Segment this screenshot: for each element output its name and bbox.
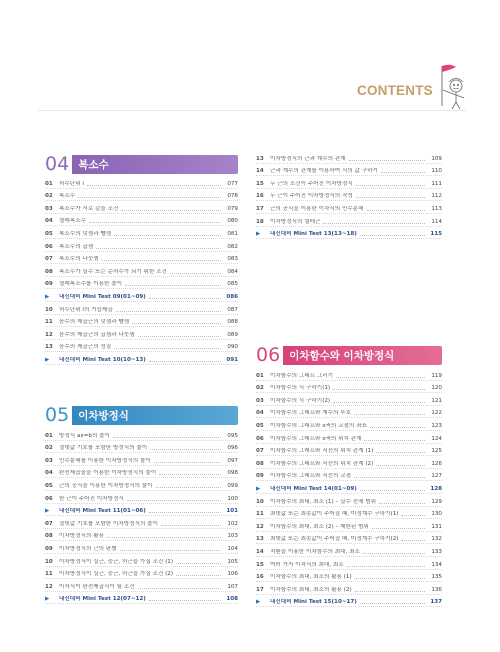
entry-title: 허수단위 i bbox=[59, 180, 84, 187]
entry-title: 켤레복소수 bbox=[59, 218, 87, 225]
dot-leader bbox=[125, 285, 221, 286]
arrow-icon: ▶ bbox=[256, 485, 261, 492]
entry-number: 06 bbox=[45, 243, 53, 250]
section-title: 복소수 bbox=[72, 155, 238, 174]
dot-leader bbox=[401, 515, 425, 516]
entry-title: 방정식 ax=b의 풀이 bbox=[59, 432, 110, 439]
entry-title: 이차함수의 식 구하기(1) bbox=[270, 385, 331, 392]
entry-page-number: 128 bbox=[430, 485, 442, 492]
dot-leader bbox=[170, 273, 221, 274]
entry-number: 08 bbox=[45, 533, 53, 540]
entry-number: 14 bbox=[256, 168, 264, 175]
entry-number: 12 bbox=[256, 523, 264, 530]
toc-list-section-04 bbox=[45, 176, 238, 365]
dot-leader bbox=[370, 427, 425, 428]
entry-title: 한 근이 주어진 이차방정식 bbox=[59, 495, 124, 502]
entry-title: 이차함수의 그래프와 직선의 교점 bbox=[270, 473, 351, 480]
toc-entry bbox=[45, 579, 238, 592]
entry-title: 완전제곱꼴을 이용한 이차방정식의 풀이 bbox=[59, 470, 157, 477]
entry-number: 07 bbox=[256, 448, 264, 455]
dot-leader bbox=[401, 540, 425, 541]
dot-leader bbox=[154, 462, 221, 463]
toc-entry bbox=[45, 252, 238, 265]
dot-leader bbox=[323, 223, 425, 224]
entry-title: 내신대비 Mini Test 14(01~09) bbox=[270, 485, 357, 492]
entry-page-number: 111 bbox=[431, 180, 442, 187]
toc-entry bbox=[256, 544, 442, 557]
entry-page-number: 124 bbox=[431, 435, 442, 442]
entry-number: 11 bbox=[45, 319, 53, 326]
entry-title: 내신대비 Mini Test 15(10~17) bbox=[270, 599, 357, 606]
entry-number: 11 bbox=[256, 511, 264, 518]
dot-leader bbox=[102, 260, 221, 261]
entry-number: 12 bbox=[45, 583, 53, 590]
entry-page-number: 110 bbox=[431, 168, 442, 175]
entry-page-number: 099 bbox=[227, 482, 238, 489]
entry-page-number: 106 bbox=[227, 571, 238, 578]
entry-title: 이차함수의 그래프 그리기 bbox=[270, 372, 333, 379]
dot-leader bbox=[355, 578, 425, 579]
arrow-icon: ▶ bbox=[45, 596, 50, 603]
entry-page-number: 123 bbox=[431, 422, 442, 429]
entry-number: 03 bbox=[45, 205, 53, 212]
dot-leader bbox=[376, 465, 425, 466]
toc-entry bbox=[45, 453, 238, 466]
entry-number: 08 bbox=[256, 460, 264, 467]
entry-number: 01 bbox=[45, 180, 53, 187]
entry-page-number: 090 bbox=[227, 344, 238, 351]
toc-entry bbox=[45, 201, 238, 214]
dot-leader bbox=[356, 197, 425, 198]
entry-title: 음수의 제곱근의 곱셈과 나눗셈 bbox=[59, 331, 135, 338]
entry-page-number: 125 bbox=[431, 448, 442, 455]
entry-page-number: 112 bbox=[431, 193, 442, 200]
entry-page-number: 113 bbox=[431, 205, 442, 212]
dot-leader bbox=[364, 440, 425, 441]
entry-title: 복소수가 서로 같을 조건 bbox=[59, 205, 119, 212]
dot-leader bbox=[356, 185, 425, 186]
entry-number: 10 bbox=[45, 306, 53, 313]
entry-page-number: 132 bbox=[431, 536, 442, 543]
entry-title: 이차식이 완전제곱식이 될 조건 bbox=[59, 583, 135, 590]
dot-leader bbox=[333, 402, 425, 403]
toc-entry bbox=[256, 393, 442, 406]
entry-page-number: 127 bbox=[431, 473, 442, 480]
entry-page-number: 089 bbox=[227, 331, 238, 338]
entry-title: 음수의 제곱근의 성질 bbox=[59, 344, 112, 351]
entry-page-number: 109 bbox=[431, 155, 442, 162]
dot-leader bbox=[176, 563, 221, 564]
toc-entry bbox=[256, 164, 442, 177]
entry-number: 18 bbox=[256, 218, 264, 225]
entry-number: 13 bbox=[256, 155, 264, 162]
entry-title: 절댓값 기호를 포함한 이차방정식의 풀이 bbox=[59, 520, 158, 527]
entry-number: 16 bbox=[256, 193, 264, 200]
dot-leader bbox=[149, 512, 221, 513]
entry-number: 17 bbox=[256, 205, 264, 212]
dot-leader bbox=[360, 235, 425, 236]
dot-leader bbox=[376, 452, 425, 453]
entry-number: 14 bbox=[256, 548, 264, 555]
entry-title: 근과 계수의 관계를 이용하여 식의 값 구하기 bbox=[270, 168, 378, 175]
toc-list-section-05 bbox=[45, 428, 238, 604]
entry-number: 16 bbox=[256, 574, 264, 581]
dot-leader bbox=[121, 210, 221, 211]
entry-title: 내신대비 Mini Test 09(01~09) bbox=[59, 293, 146, 300]
dot-leader bbox=[176, 575, 221, 576]
entry-number: 03 bbox=[256, 397, 264, 404]
section-header-04 bbox=[45, 155, 238, 174]
entry-title: 이차방정식의 근의 판별 bbox=[59, 545, 117, 552]
toc-entry bbox=[45, 466, 238, 479]
dot-leader bbox=[354, 414, 425, 415]
page-title: CONTENTS bbox=[357, 83, 433, 98]
entry-number: 09 bbox=[45, 545, 53, 552]
entry-number: 05 bbox=[256, 422, 264, 429]
entry-number: 15 bbox=[256, 180, 264, 187]
entry-page-number: 119 bbox=[431, 372, 442, 379]
mini-test-entry bbox=[45, 592, 238, 605]
entry-number: 03 bbox=[45, 457, 53, 464]
entry-page-number: 101 bbox=[226, 508, 238, 515]
entry-page-number: 079 bbox=[227, 205, 238, 212]
entry-title: 치환을 이용한 이차함수의 최대, 최소 bbox=[270, 548, 360, 555]
entry-number: 01 bbox=[256, 372, 264, 379]
dot-leader bbox=[381, 172, 425, 173]
entry-page-number: 137 bbox=[430, 599, 442, 606]
toc-entry bbox=[256, 418, 442, 431]
entry-number: 13 bbox=[256, 536, 264, 543]
entry-title: 내신대비 Mini Test 12(07~12) bbox=[59, 596, 146, 603]
dot-leader bbox=[354, 477, 425, 478]
toc-entry bbox=[45, 327, 238, 340]
entry-title: 이차함수의 그래프와 직선의 위치 관계 (2) bbox=[270, 460, 374, 467]
entry-title: 최댓값 또는 최솟값이 주어질 때, 미정계수 구하기(2) bbox=[270, 536, 399, 543]
entry-page-number: 078 bbox=[227, 193, 238, 200]
dot-leader bbox=[379, 503, 425, 504]
arrow-icon: ▶ bbox=[45, 356, 50, 363]
dot-leader bbox=[114, 235, 221, 236]
entry-page-number: 087 bbox=[227, 306, 238, 313]
entry-title: 내신대비 Mini Test 13(13~18) bbox=[270, 231, 357, 238]
toc-entry bbox=[256, 456, 442, 469]
entry-page-number: 098 bbox=[227, 470, 238, 477]
entry-number: 13 bbox=[45, 344, 53, 351]
dot-leader bbox=[127, 500, 221, 501]
dot-leader bbox=[360, 490, 425, 491]
entry-number: 04 bbox=[256, 410, 264, 417]
entry-title: 켤레복소수를 이용한 풀이 bbox=[59, 281, 122, 288]
toc-entry bbox=[45, 441, 238, 454]
mini-test-entry bbox=[256, 227, 442, 240]
entry-number: 02 bbox=[256, 385, 264, 392]
toc-entry bbox=[256, 519, 442, 532]
entry-page-number: 130 bbox=[431, 511, 442, 518]
section-number: 04 bbox=[45, 153, 70, 175]
entry-title: 이차방정식의 활용 bbox=[59, 533, 105, 540]
entry-title: 이차함수의 최대, 최소의 활용 (2) bbox=[270, 586, 352, 593]
section-header-05 bbox=[45, 406, 238, 425]
entry-number: 15 bbox=[256, 561, 264, 568]
entry-page-number: 105 bbox=[227, 558, 238, 565]
dot-leader bbox=[367, 210, 425, 211]
entry-page-number: 135 bbox=[431, 574, 442, 581]
entry-title: 여러 가지 이차식의 최대, 최소 bbox=[270, 561, 344, 568]
toc-entry bbox=[45, 315, 238, 328]
toc-entry bbox=[256, 444, 442, 457]
entry-page-number: 136 bbox=[431, 586, 442, 593]
entry-page-number: 095 bbox=[227, 432, 238, 439]
section-number: 05 bbox=[45, 404, 70, 426]
toc-entry bbox=[256, 570, 442, 583]
dot-leader bbox=[149, 361, 221, 362]
entry-page-number: 080 bbox=[227, 218, 238, 225]
section-header-06 bbox=[256, 346, 442, 365]
entry-number: 10 bbox=[45, 558, 53, 565]
dot-leader bbox=[114, 348, 221, 349]
mini-test-entry bbox=[256, 595, 442, 608]
entry-title: 복소수 bbox=[59, 193, 76, 200]
entry-title: 이차함수의 그래프와 x축의 교점의 좌표 bbox=[270, 422, 367, 429]
toc-entry bbox=[256, 406, 442, 419]
entry-title: 이차함수의 최대, 최소 (2) – 제한된 범위 bbox=[270, 523, 369, 530]
toc-entry bbox=[45, 189, 238, 202]
dot-leader bbox=[349, 160, 425, 161]
entry-number: 09 bbox=[45, 281, 53, 288]
dot-leader bbox=[120, 550, 221, 551]
header-divider bbox=[38, 110, 466, 111]
arrow-icon: ▶ bbox=[256, 599, 261, 606]
entry-number: 10 bbox=[256, 498, 264, 505]
section-number: 06 bbox=[256, 344, 281, 366]
entry-title: 복소수의 덧셈과 뺄셈 bbox=[59, 230, 112, 237]
entry-page-number: 096 bbox=[227, 445, 238, 452]
entry-title: 근의 공식을 이용한 이차방정식의 풀이 bbox=[59, 482, 153, 489]
entry-number: 09 bbox=[256, 473, 264, 480]
entry-number: 04 bbox=[45, 218, 53, 225]
toc-entry bbox=[256, 582, 442, 595]
entry-page-number: 100 bbox=[227, 495, 238, 502]
mini-test-entry bbox=[45, 504, 238, 517]
entry-page-number: 107 bbox=[227, 583, 238, 590]
entry-title: 근의 공식을 이용한 이차식의 인수분해 bbox=[270, 205, 364, 212]
entry-title: 이차함수의 그래프와 직선의 위치 관계 (1) bbox=[270, 448, 374, 455]
toc-entry bbox=[45, 541, 238, 554]
entry-title: 복소수가 실수 또는 순허수가 되기 위한 조건 bbox=[59, 268, 167, 275]
entry-title: 이차함수의 최대, 최소의 활용 (1) bbox=[270, 574, 352, 581]
toc-entry bbox=[45, 264, 238, 277]
flag-mascot-icon bbox=[434, 60, 472, 110]
toc-entry bbox=[256, 368, 442, 381]
entry-page-number: 086 bbox=[226, 293, 238, 300]
entry-title: 이차방정식이 실근, 중근, 허근을 가질 조건 (1) bbox=[59, 558, 174, 565]
dot-leader bbox=[360, 603, 425, 604]
mini-test-entry bbox=[45, 352, 238, 365]
dot-leader bbox=[87, 185, 221, 186]
dot-leader bbox=[347, 566, 425, 567]
dot-leader bbox=[107, 537, 221, 538]
entry-number: 06 bbox=[256, 435, 264, 442]
toc-entry bbox=[256, 189, 442, 202]
entry-number: 05 bbox=[45, 482, 53, 489]
toc-entry bbox=[45, 554, 238, 567]
entry-number: 02 bbox=[45, 193, 53, 200]
entry-page-number: 081 bbox=[227, 230, 238, 237]
entry-title: 이차방정식의 근과 계수의 관계 bbox=[270, 155, 346, 162]
arrow-icon: ▶ bbox=[256, 231, 261, 238]
toc-list-section-06 bbox=[256, 368, 442, 607]
dot-leader bbox=[138, 588, 221, 589]
entry-number: 17 bbox=[256, 586, 264, 593]
toc-entry bbox=[45, 226, 238, 239]
toc-entry bbox=[45, 529, 238, 542]
dot-leader bbox=[336, 377, 425, 378]
toc-entry bbox=[256, 507, 442, 520]
entry-page-number: 082 bbox=[227, 243, 238, 250]
entry-title: 내신대비 Mini Test 11(01~06) bbox=[59, 508, 146, 515]
toc-entry bbox=[45, 277, 238, 290]
entry-title: 음수의 제곱근의 덧셈과 뺄셈 bbox=[59, 319, 130, 326]
toc-list-section-05-continued bbox=[256, 151, 442, 239]
entry-page-number: 097 bbox=[227, 457, 238, 464]
entry-page-number: 104 bbox=[227, 545, 238, 552]
entry-title: 인수분해를 이용한 이차방정식의 풀이 bbox=[59, 457, 151, 464]
entry-page-number: 108 bbox=[226, 596, 238, 603]
dot-leader bbox=[355, 591, 425, 592]
entry-page-number: 129 bbox=[431, 498, 442, 505]
dot-leader bbox=[156, 487, 221, 488]
toc-entry bbox=[45, 340, 238, 353]
entry-page-number: 102 bbox=[227, 520, 238, 527]
entry-title: 이차함수의 식 구하기(2) bbox=[270, 397, 331, 404]
entry-page-number: 077 bbox=[227, 180, 238, 187]
dot-leader bbox=[96, 248, 221, 249]
entry-title: 복소수의 나눗셈 bbox=[59, 256, 99, 263]
entry-page-number: 134 bbox=[431, 561, 442, 568]
toc-entry bbox=[256, 557, 442, 570]
entry-number: 04 bbox=[45, 470, 53, 477]
entry-number: 02 bbox=[45, 445, 53, 452]
dot-leader bbox=[363, 553, 425, 554]
entry-page-number: 131 bbox=[431, 523, 442, 530]
toc-entry bbox=[45, 567, 238, 580]
entry-number: 07 bbox=[45, 256, 53, 263]
entry-page-number: 126 bbox=[431, 460, 442, 467]
arrow-icon: ▶ bbox=[45, 508, 50, 515]
dot-leader bbox=[372, 528, 425, 529]
toc-entry bbox=[45, 239, 238, 252]
entry-page-number: 115 bbox=[430, 231, 442, 238]
toc-entry bbox=[256, 201, 442, 214]
entry-page-number: 133 bbox=[431, 548, 442, 555]
toc-entry bbox=[45, 428, 238, 441]
toc-entry bbox=[256, 494, 442, 507]
entry-number: 01 bbox=[45, 432, 53, 439]
dot-leader bbox=[116, 311, 221, 312]
entry-page-number: 122 bbox=[431, 410, 442, 417]
entry-number: 11 bbox=[45, 571, 53, 578]
entry-number: 12 bbox=[45, 331, 53, 338]
mini-test-entry bbox=[256, 481, 442, 494]
dot-leader bbox=[150, 449, 221, 450]
toc-entry bbox=[45, 214, 238, 227]
entry-page-number: 085 bbox=[227, 281, 238, 288]
toc-entry bbox=[256, 469, 442, 482]
toc-entry bbox=[45, 491, 238, 504]
toc-entry bbox=[256, 381, 442, 394]
entry-number: 08 bbox=[45, 268, 53, 275]
entry-title: 두 근이 주어진 이차방정식의 작성 bbox=[270, 193, 353, 200]
entry-title: 복소수의 곱셈 bbox=[59, 243, 94, 250]
arrow-icon: ▶ bbox=[45, 293, 50, 300]
toc-entry bbox=[256, 214, 442, 227]
entry-title: 이차함수의 그래프와 x축의 위치 관계 bbox=[270, 435, 362, 442]
dot-leader bbox=[89, 222, 221, 223]
entry-title: 절댓값 기호를 포함한 방정식의 풀이 bbox=[59, 445, 148, 452]
toc-entry bbox=[45, 302, 238, 315]
entry-number: 07 bbox=[45, 520, 53, 527]
dot-leader bbox=[78, 197, 221, 198]
dot-leader bbox=[149, 600, 221, 601]
toc-entry bbox=[256, 532, 442, 545]
entry-title: 이차방정식의 켤레근 bbox=[270, 218, 321, 225]
entry-page-number: 091 bbox=[226, 356, 238, 363]
entry-number: 05 bbox=[45, 230, 53, 237]
section-title: 이차방정식 bbox=[72, 406, 238, 425]
entry-page-number: 088 bbox=[227, 319, 238, 326]
dot-leader bbox=[333, 389, 425, 390]
toc-entry bbox=[45, 516, 238, 529]
toc-entry bbox=[256, 431, 442, 444]
entry-title: 허수단위 i의 거듭제곱 bbox=[59, 306, 113, 313]
dot-leader bbox=[132, 323, 221, 324]
entry-page-number: 084 bbox=[227, 268, 238, 275]
entry-page-number: 120 bbox=[431, 385, 442, 392]
entry-title: 내신대비 Mini Test 10(10~13) bbox=[59, 356, 146, 363]
toc-entry bbox=[256, 176, 442, 189]
entry-page-number: 103 bbox=[227, 533, 238, 540]
toc-entry bbox=[256, 151, 442, 164]
entry-title: 이차방정식이 실근, 중근, 허근을 가질 조건 (2) bbox=[59, 571, 174, 578]
entry-number: 06 bbox=[45, 495, 53, 502]
entry-page-number: 121 bbox=[431, 397, 442, 404]
entry-title: 이차함수의 그래프와 계수의 부호 bbox=[270, 410, 351, 417]
dot-leader bbox=[159, 474, 221, 475]
dot-leader bbox=[138, 336, 221, 337]
toc-entry bbox=[45, 478, 238, 491]
toc-entry bbox=[45, 176, 238, 189]
entry-title: 두 근의 조건이 주어진 이차방정식 bbox=[270, 180, 353, 187]
dot-leader bbox=[113, 437, 221, 438]
dot-leader bbox=[149, 298, 221, 299]
section-title: 이차함수와 이차방정식 bbox=[283, 346, 442, 365]
entry-title: 최댓값 또는 최솟값이 주어질 때, 미정계수 구하기(1) bbox=[270, 511, 399, 518]
entry-page-number: 083 bbox=[227, 256, 238, 263]
mini-test-entry bbox=[45, 289, 238, 302]
dot-leader bbox=[161, 525, 221, 526]
entry-title: 이차함수의 최대, 최소 (1) – 실수 전체 범위 bbox=[270, 498, 376, 505]
entry-page-number: 114 bbox=[431, 218, 442, 225]
